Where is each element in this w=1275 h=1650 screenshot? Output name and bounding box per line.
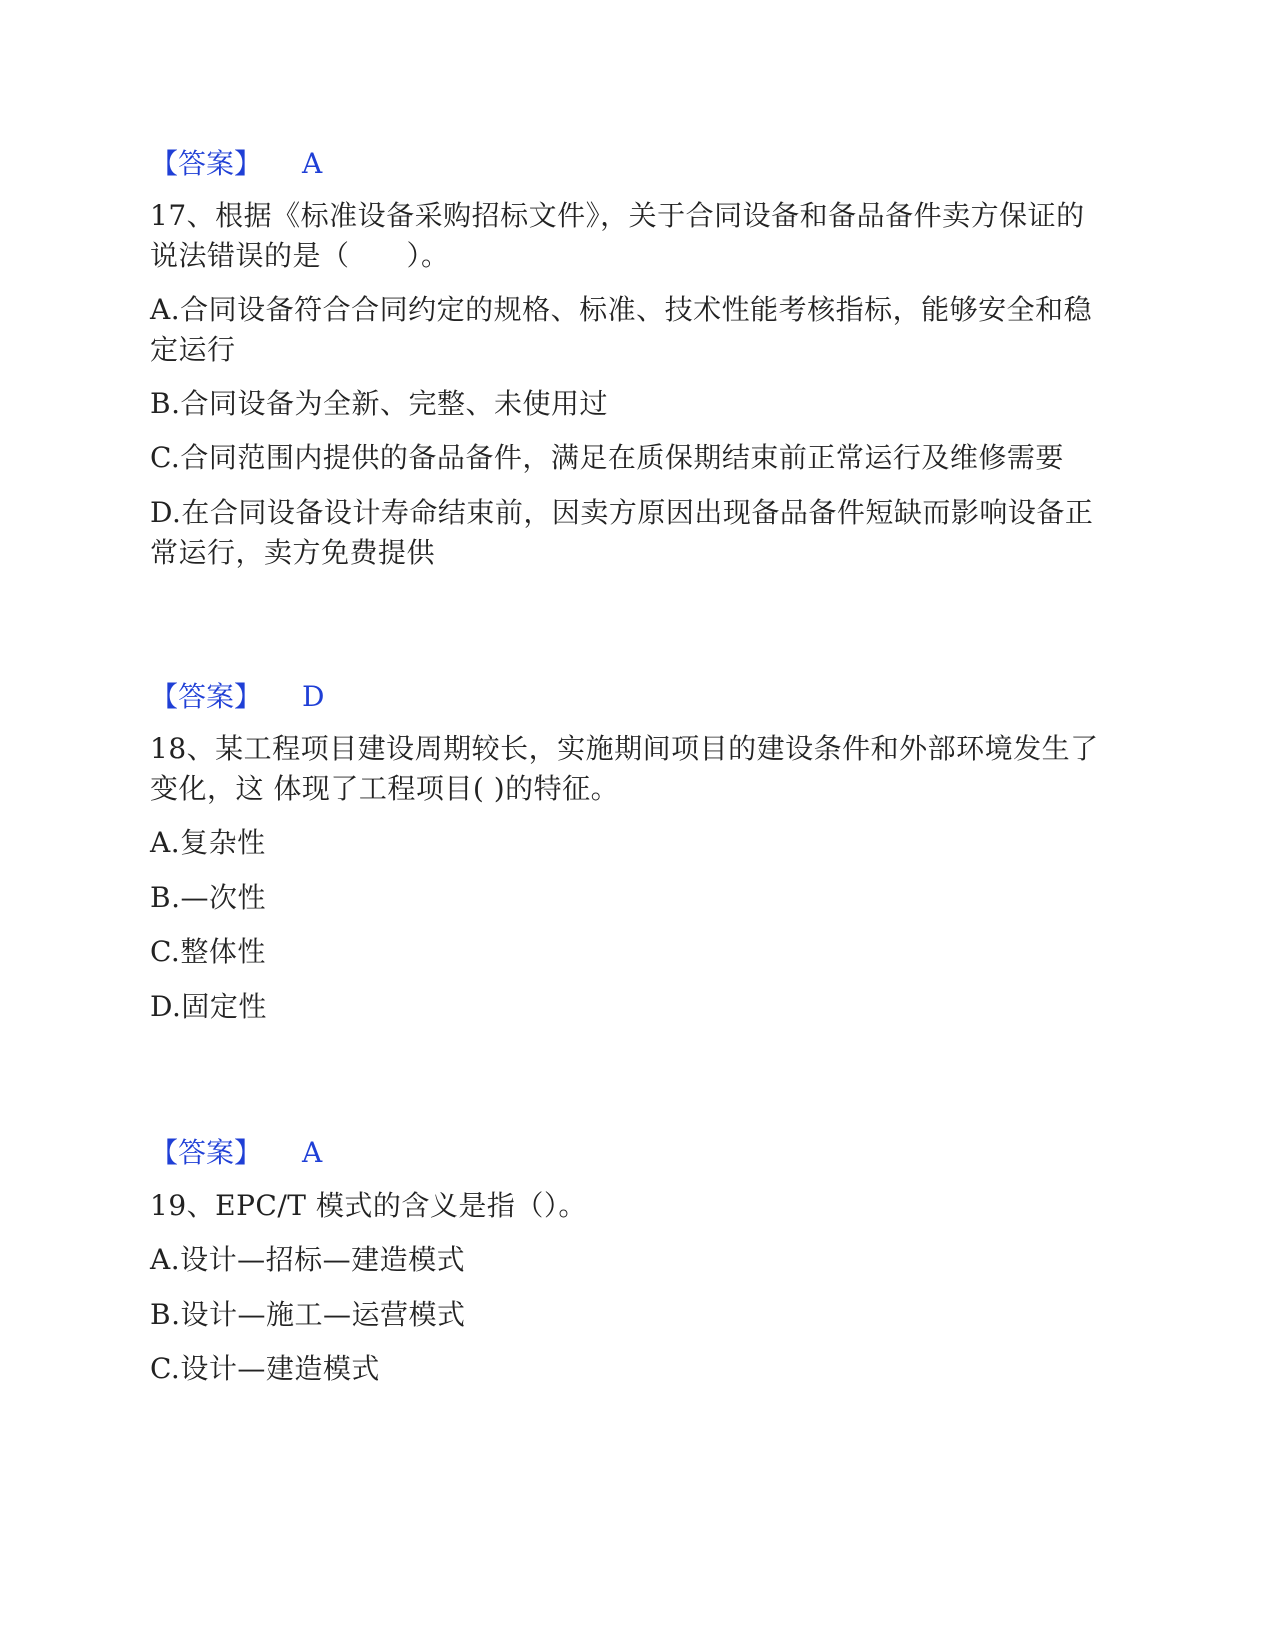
option-b: B.合同设备为全新、完整、未使用过 — [150, 387, 608, 420]
option-a: A.合同设备符合合同约定的规格、标准、技术性能考核指标，能够安全和稳定运行 — [150, 293, 1093, 366]
answer-label: 【答案】 — [150, 1136, 263, 1169]
option-b: B.—次性 — [150, 881, 266, 914]
option-c: C.设计—建造模式 — [150, 1352, 380, 1385]
option-a: A.设计—招标—建造模式 — [150, 1243, 466, 1276]
answer-label: 【答案】 — [150, 680, 263, 713]
answer-line — [150, 1131, 322, 1175]
option-b: B.设计—施工—运营模式 — [150, 1298, 466, 1331]
answer-label: 【答案】 — [150, 147, 263, 180]
answer-value: A — [302, 147, 323, 180]
option-c: C.整体性 — [150, 935, 266, 968]
option-c: C.合同范围内提供的备品备件，满足在质保期结束前正常运行及维修需要 — [150, 441, 1064, 474]
answer-value: D — [302, 680, 325, 713]
question-text: 18、某工程项目建设周期较长，实施期间项目的建设条件和外部环境发生了变化，这 体现了工程项目( )的特征。 — [150, 732, 1099, 805]
answer-line — [150, 142, 322, 186]
option-a: A.复杂性 — [150, 826, 266, 859]
answer-line — [150, 675, 324, 719]
question-text: 17、根据《标准设备采购招标文件》，关于合同设备和备品备件卖方保证的说法错误的是（ ）。 — [150, 199, 1085, 272]
answer-value: A — [302, 1136, 323, 1169]
option-d: D.在合同设备设计寿命结束前，因卖方原因出现备品备件短缺而影响设备正常运行，卖方免费提供 — [150, 496, 1094, 569]
question-text: 19、EPC/T 模式的含义是指（）。 — [150, 1189, 587, 1222]
option-d: D.固定性 — [150, 990, 267, 1023]
